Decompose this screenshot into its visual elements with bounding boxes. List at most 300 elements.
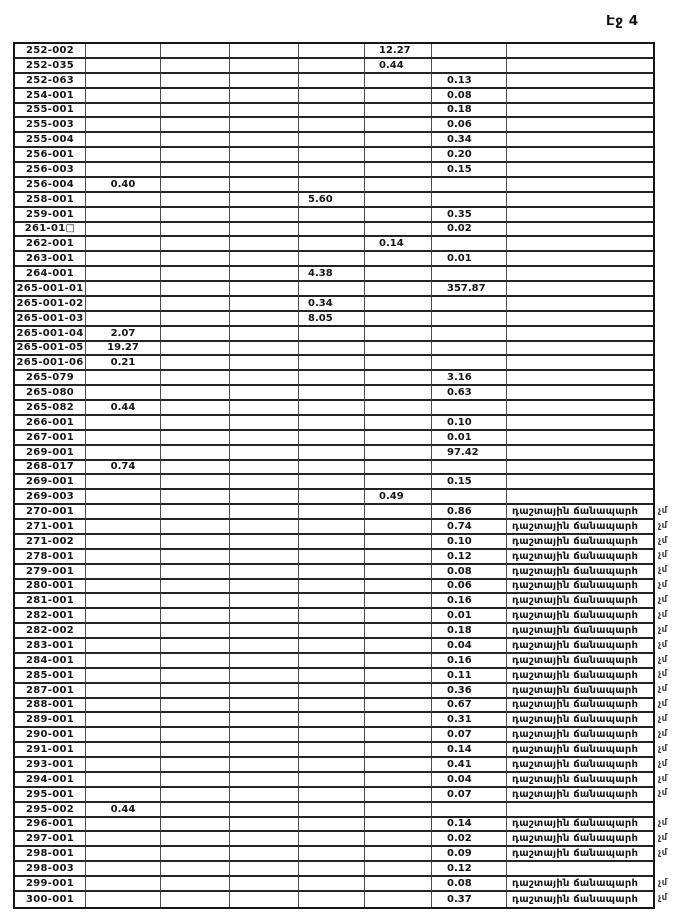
parcel-code-cell: 271-002 xyxy=(15,535,86,550)
value-cell xyxy=(365,535,432,550)
land-use-cell xyxy=(507,118,653,133)
parcel-code-cell: 254-001 xyxy=(15,89,86,104)
value-cell xyxy=(365,327,432,342)
value-cell xyxy=(230,832,299,847)
value-cell xyxy=(230,44,299,59)
value-cell xyxy=(365,728,432,743)
value-cell xyxy=(86,237,161,252)
table-row xyxy=(15,877,653,892)
table-row xyxy=(15,44,653,59)
margin-mark: չմ xyxy=(658,669,668,680)
parcel-code-cell: 255-003 xyxy=(15,118,86,133)
value-cell xyxy=(299,59,365,74)
land-use-cell xyxy=(507,862,653,877)
value-cell xyxy=(299,594,365,609)
value-cell xyxy=(299,386,365,401)
value-cell xyxy=(365,297,432,312)
value-cell xyxy=(365,699,432,714)
value-cell xyxy=(230,416,299,431)
value-cell: 0.34 xyxy=(299,297,365,312)
land-use-cell xyxy=(507,208,653,223)
value-cell xyxy=(365,342,432,357)
value-cell xyxy=(365,252,432,267)
parcel-code-cell: 270-001 xyxy=(15,505,86,520)
land-use-cell: դաշտային ճանապարհ xyxy=(507,832,653,847)
parcel-code-cell: 291-001 xyxy=(15,743,86,758)
value-cell xyxy=(230,327,299,342)
value-cell xyxy=(230,118,299,133)
value-cell xyxy=(299,104,365,119)
value-cell xyxy=(230,818,299,833)
value-cell xyxy=(299,401,365,416)
value-cell xyxy=(161,684,230,699)
value-cell: 0.74 xyxy=(86,461,161,476)
value-cell xyxy=(365,669,432,684)
value-cell xyxy=(230,267,299,282)
value-cell xyxy=(86,699,161,714)
parcel-code-cell: 287-001 xyxy=(15,684,86,699)
table-row xyxy=(15,312,653,327)
parcel-code-cell: 279-001 xyxy=(15,565,86,580)
value-cell xyxy=(365,208,432,223)
parcel-code-cell: 265-001-06 xyxy=(15,356,86,371)
value-cell: 0.01 xyxy=(432,252,507,267)
parcel-code-cell: 295-002 xyxy=(15,803,86,818)
table-row xyxy=(15,773,653,788)
scanned-table-region xyxy=(13,42,693,909)
land-use-cell xyxy=(507,356,653,371)
value-cell xyxy=(86,282,161,297)
value-cell xyxy=(161,847,230,862)
value-cell xyxy=(161,713,230,728)
value-cell xyxy=(161,743,230,758)
value-cell xyxy=(230,669,299,684)
land-use-cell: դաշտային ճանապարհ xyxy=(507,624,653,639)
value-cell xyxy=(230,847,299,862)
value-cell xyxy=(230,877,299,892)
value-cell: 0.40 xyxy=(86,178,161,193)
value-cell xyxy=(161,669,230,684)
value-cell xyxy=(365,654,432,669)
value-cell xyxy=(86,431,161,446)
value-cell xyxy=(161,624,230,639)
value-cell xyxy=(161,59,230,74)
value-cell xyxy=(161,594,230,609)
parcel-code-cell: 269-001 xyxy=(15,446,86,461)
table-row xyxy=(15,297,653,312)
value-cell xyxy=(230,550,299,565)
value-cell xyxy=(299,208,365,223)
value-cell xyxy=(161,342,230,357)
margin-mark: չմ xyxy=(658,580,668,591)
value-cell xyxy=(161,416,230,431)
parcel-code-cell: 252-063 xyxy=(15,74,86,89)
value-cell xyxy=(161,163,230,178)
value-cell: 0.63 xyxy=(432,386,507,401)
value-cell: 0.13 xyxy=(432,74,507,89)
table-row xyxy=(15,862,653,877)
parcel-code-cell: 268-017 xyxy=(15,461,86,476)
value-cell xyxy=(299,148,365,163)
value-cell: 0.08 xyxy=(432,565,507,580)
land-use-cell xyxy=(507,237,653,252)
parcel-code-cell: 300-001 xyxy=(15,892,86,907)
land-use-cell xyxy=(507,133,653,148)
value-cell xyxy=(432,44,507,59)
value-cell: 0.10 xyxy=(432,416,507,431)
value-cell xyxy=(161,237,230,252)
value-cell xyxy=(86,565,161,580)
table-row xyxy=(15,669,653,684)
land-use-cell xyxy=(507,386,653,401)
table-row xyxy=(15,371,653,386)
table-row xyxy=(15,104,653,119)
value-cell xyxy=(230,461,299,476)
value-cell xyxy=(299,252,365,267)
margin-mark: չմ xyxy=(658,818,668,829)
value-cell xyxy=(86,580,161,595)
value-cell xyxy=(230,699,299,714)
value-cell xyxy=(230,788,299,803)
value-cell xyxy=(230,713,299,728)
parcel-code-cell: 293-001 xyxy=(15,758,86,773)
value-cell: 0.74 xyxy=(432,520,507,535)
value-cell xyxy=(86,550,161,565)
value-cell: 0.36 xyxy=(432,684,507,699)
value-cell xyxy=(86,743,161,758)
value-cell: 0.09 xyxy=(432,847,507,862)
margin-mark: չմ xyxy=(658,684,668,695)
value-cell: 0.15 xyxy=(432,163,507,178)
land-use-cell xyxy=(507,193,653,208)
scan-table xyxy=(13,42,655,909)
value-cell xyxy=(432,297,507,312)
value-cell xyxy=(365,386,432,401)
land-use-cell: դաշտային ճանապարհ xyxy=(507,639,653,654)
value-cell: 0.18 xyxy=(432,104,507,119)
value-cell xyxy=(161,208,230,223)
value-cell xyxy=(299,535,365,550)
value-cell xyxy=(365,505,432,520)
value-cell xyxy=(86,520,161,535)
value-cell xyxy=(299,818,365,833)
parcel-code-cell: 255-004 xyxy=(15,133,86,148)
margin-mark: չմ xyxy=(658,565,668,576)
value-cell xyxy=(86,535,161,550)
value-cell xyxy=(299,44,365,59)
parcel-code-cell: 269-001 xyxy=(15,475,86,490)
table-row xyxy=(15,193,653,208)
margin-mark: չմ xyxy=(658,847,668,858)
value-cell xyxy=(365,684,432,699)
value-cell xyxy=(365,788,432,803)
value-cell xyxy=(161,490,230,505)
parcel-code-cell: 263-001 xyxy=(15,252,86,267)
value-cell xyxy=(299,163,365,178)
value-cell xyxy=(161,892,230,907)
value-cell xyxy=(365,818,432,833)
value-cell xyxy=(161,639,230,654)
value-cell xyxy=(230,193,299,208)
margin-mark: չմ xyxy=(658,833,668,844)
parcel-code-cell: 256-004 xyxy=(15,178,86,193)
table-row xyxy=(15,847,653,862)
value-cell: 19.27 xyxy=(86,342,161,357)
land-use-cell: դաշտային ճանապարհ xyxy=(507,877,653,892)
land-use-cell xyxy=(507,59,653,74)
table-row xyxy=(15,237,653,252)
margin-mark: չմ xyxy=(658,743,668,754)
value-cell xyxy=(432,401,507,416)
value-cell xyxy=(299,609,365,624)
value-cell xyxy=(161,818,230,833)
table-row xyxy=(15,133,653,148)
value-cell xyxy=(161,520,230,535)
value-cell xyxy=(365,178,432,193)
parcel-code-cell: 288-001 xyxy=(15,699,86,714)
parcel-code-cell: 265-001-01 xyxy=(15,282,86,297)
value-cell xyxy=(86,847,161,862)
value-cell xyxy=(230,565,299,580)
value-cell xyxy=(86,832,161,847)
value-cell xyxy=(432,178,507,193)
value-cell xyxy=(299,327,365,342)
value-cell xyxy=(230,386,299,401)
table-row xyxy=(15,59,653,74)
parcel-code-cell: 296-001 xyxy=(15,818,86,833)
table-row xyxy=(15,713,653,728)
land-use-cell: դաշտային ճանապարհ xyxy=(507,654,653,669)
value-cell xyxy=(299,475,365,490)
value-cell: 0.12 xyxy=(432,550,507,565)
table-row xyxy=(15,490,653,505)
value-cell xyxy=(161,89,230,104)
margin-mark: չմ xyxy=(658,595,668,606)
parcel-code-cell: 255-001 xyxy=(15,104,86,119)
value-cell xyxy=(86,208,161,223)
value-cell xyxy=(230,743,299,758)
value-cell xyxy=(365,461,432,476)
value-cell: 0.07 xyxy=(432,788,507,803)
value-cell: 0.14 xyxy=(432,818,507,833)
value-cell: 12.27 xyxy=(365,44,432,59)
land-use-cell: դաշտային ճանապարհ xyxy=(507,788,653,803)
value-cell xyxy=(86,728,161,743)
value-cell xyxy=(365,639,432,654)
value-cell xyxy=(230,356,299,371)
value-cell: 357.87 xyxy=(432,282,507,297)
table-row xyxy=(15,639,653,654)
value-cell xyxy=(299,520,365,535)
margin-mark: չմ xyxy=(658,550,668,561)
value-cell xyxy=(230,252,299,267)
value-cell xyxy=(161,267,230,282)
value-cell xyxy=(299,133,365,148)
value-cell xyxy=(230,773,299,788)
table-row xyxy=(15,624,653,639)
land-use-cell xyxy=(507,312,653,327)
value-cell xyxy=(161,475,230,490)
value-cell: 0.21 xyxy=(86,356,161,371)
value-cell xyxy=(299,713,365,728)
value-cell xyxy=(86,267,161,282)
value-cell xyxy=(86,446,161,461)
land-use-cell xyxy=(507,342,653,357)
value-cell xyxy=(86,877,161,892)
land-use-cell: դաշտային ճանապարհ xyxy=(507,818,653,833)
value-cell: 0.44 xyxy=(365,59,432,74)
value-cell xyxy=(230,282,299,297)
parcel-code-cell: 252-002 xyxy=(15,44,86,59)
value-cell xyxy=(230,535,299,550)
value-cell xyxy=(432,490,507,505)
value-cell xyxy=(299,371,365,386)
value-cell xyxy=(230,208,299,223)
value-cell xyxy=(161,788,230,803)
land-use-cell: դաշտային ճանապարհ xyxy=(507,773,653,788)
land-use-cell: դաշտային ճանապարհ xyxy=(507,743,653,758)
table-row xyxy=(15,699,653,714)
land-use-cell: դաշտային ճանապարհ xyxy=(507,520,653,535)
value-cell xyxy=(432,312,507,327)
land-use-cell xyxy=(507,431,653,446)
table-row xyxy=(15,386,653,401)
value-cell xyxy=(299,580,365,595)
value-cell xyxy=(299,788,365,803)
value-cell xyxy=(86,773,161,788)
value-cell xyxy=(161,133,230,148)
value-cell: 0.49 xyxy=(365,490,432,505)
value-cell xyxy=(365,267,432,282)
land-use-cell xyxy=(507,371,653,386)
parcel-code-cell: 265-001-05 xyxy=(15,342,86,357)
value-cell xyxy=(299,639,365,654)
table-row xyxy=(15,461,653,476)
value-cell xyxy=(86,639,161,654)
value-cell xyxy=(230,237,299,252)
value-cell xyxy=(299,431,365,446)
land-use-cell: դաշտային ճանապարհ xyxy=(507,580,653,595)
value-cell xyxy=(299,118,365,133)
parcel-code-cell: 295-001 xyxy=(15,788,86,803)
value-cell xyxy=(365,624,432,639)
value-cell xyxy=(230,892,299,907)
value-cell xyxy=(230,223,299,238)
value-cell xyxy=(161,44,230,59)
value-cell xyxy=(230,148,299,163)
margin-mark: չմ xyxy=(658,609,668,620)
value-cell xyxy=(161,535,230,550)
value-cell xyxy=(365,475,432,490)
value-cell: 0.18 xyxy=(432,624,507,639)
value-cell xyxy=(230,89,299,104)
land-use-cell: դաշտային ճանապարհ xyxy=(507,847,653,862)
parcel-code-cell: 290-001 xyxy=(15,728,86,743)
value-cell xyxy=(432,59,507,74)
value-cell xyxy=(365,832,432,847)
margin-marks xyxy=(658,42,693,909)
value-cell xyxy=(365,282,432,297)
value-cell xyxy=(86,252,161,267)
value-cell: 0.31 xyxy=(432,713,507,728)
parcel-code-cell: 278-001 xyxy=(15,550,86,565)
table-row xyxy=(15,818,653,833)
value-cell xyxy=(365,356,432,371)
value-cell xyxy=(365,104,432,119)
value-cell xyxy=(86,818,161,833)
value-cell xyxy=(365,773,432,788)
value-cell xyxy=(365,223,432,238)
table-row xyxy=(15,267,653,282)
land-use-cell xyxy=(507,148,653,163)
land-use-cell xyxy=(507,282,653,297)
margin-mark: չմ xyxy=(658,714,668,725)
margin-mark: չմ xyxy=(658,877,668,888)
value-cell xyxy=(161,223,230,238)
value-cell xyxy=(86,74,161,89)
value-cell xyxy=(299,743,365,758)
value-cell: 0.10 xyxy=(432,535,507,550)
value-cell xyxy=(230,639,299,654)
value-cell: 4.38 xyxy=(299,267,365,282)
table-row xyxy=(15,118,653,133)
parcel-code-cell: 262-001 xyxy=(15,237,86,252)
value-cell: 0.37 xyxy=(432,892,507,907)
value-cell xyxy=(299,565,365,580)
value-cell xyxy=(299,847,365,862)
value-cell: 0.04 xyxy=(432,639,507,654)
value-cell xyxy=(432,327,507,342)
value-cell xyxy=(230,624,299,639)
table-row xyxy=(15,356,653,371)
value-cell xyxy=(299,862,365,877)
land-use-cell xyxy=(507,803,653,818)
value-cell xyxy=(365,892,432,907)
table-row xyxy=(15,535,653,550)
value-cell xyxy=(86,416,161,431)
value-cell xyxy=(230,342,299,357)
value-cell xyxy=(86,223,161,238)
value-cell xyxy=(161,431,230,446)
parcel-code-cell: 256-003 xyxy=(15,163,86,178)
value-cell xyxy=(230,862,299,877)
margin-mark: չմ xyxy=(658,535,668,546)
value-cell xyxy=(365,713,432,728)
table-row xyxy=(15,401,653,416)
page-number: Էջ 4 xyxy=(606,13,639,29)
value-cell xyxy=(299,669,365,684)
value-cell xyxy=(161,877,230,892)
value-cell xyxy=(365,550,432,565)
land-use-cell: դաշտային ճանապարհ xyxy=(507,594,653,609)
value-cell: 0.06 xyxy=(432,580,507,595)
value-cell xyxy=(230,580,299,595)
table-row xyxy=(15,342,653,357)
value-cell xyxy=(299,356,365,371)
value-cell xyxy=(230,475,299,490)
value-cell xyxy=(161,505,230,520)
land-use-cell xyxy=(507,475,653,490)
value-cell xyxy=(365,89,432,104)
parcel-code-cell: 284-001 xyxy=(15,654,86,669)
margin-mark: չմ xyxy=(658,639,668,650)
value-cell xyxy=(161,252,230,267)
value-cell: 0.08 xyxy=(432,89,507,104)
table-row xyxy=(15,416,653,431)
value-cell xyxy=(230,312,299,327)
value-cell xyxy=(86,594,161,609)
value-cell: 0.02 xyxy=(432,832,507,847)
